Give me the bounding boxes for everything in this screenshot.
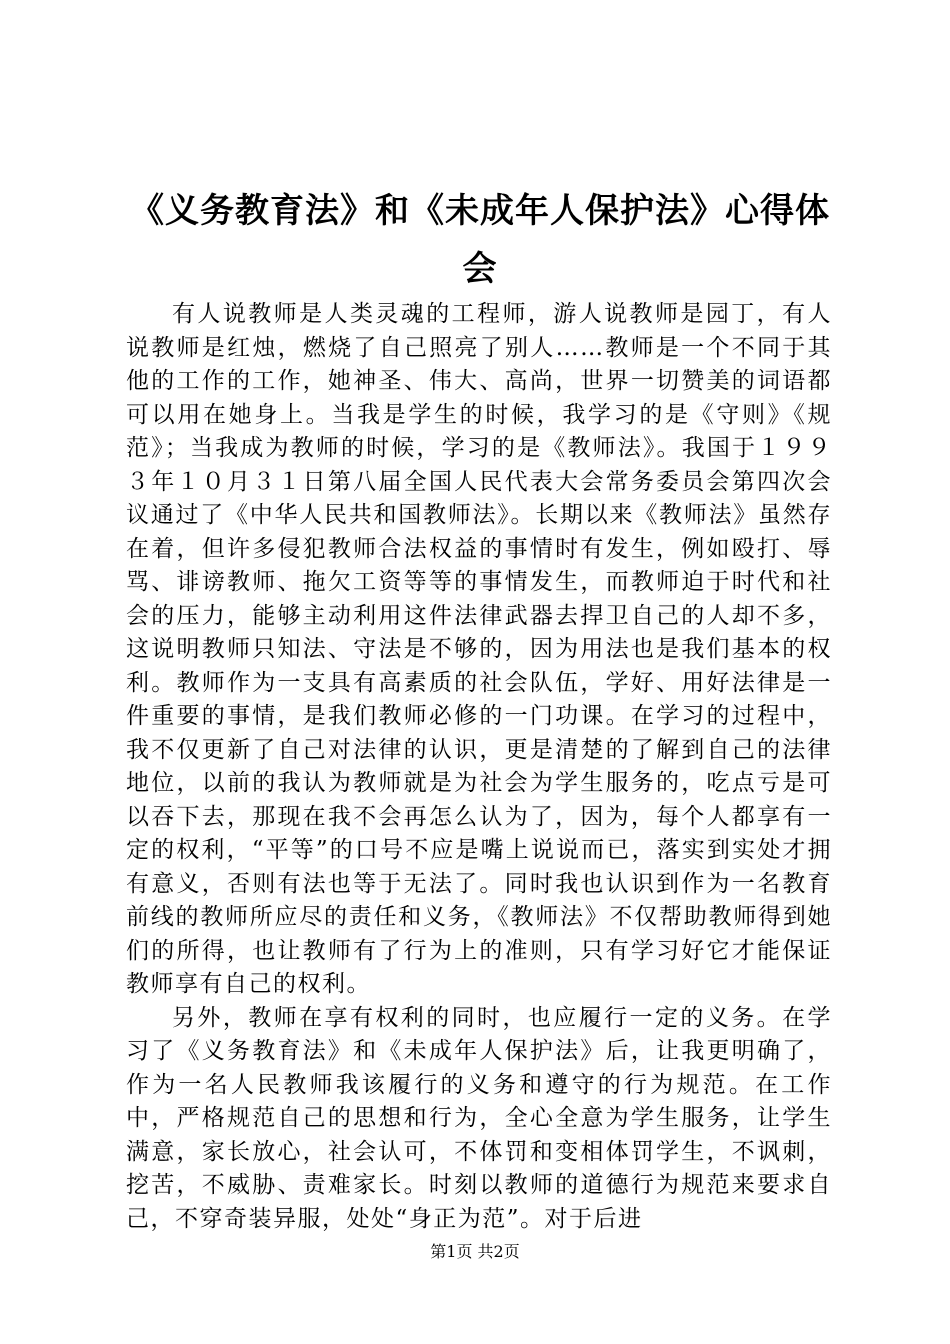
page-title: 《义务教育法》和《未成年人保护法》心得体会 bbox=[130, 191, 830, 289]
document-body bbox=[126, 298, 832, 1236]
paragraph-1: 有人说教师是人类灵魂的工程师，游人说教师是园丁，有人说教师是红烛，燃烧了自己照亮了别人……教师是一个不同于其他的工作的工作，她神圣、伟大、高尚，世界一切赞美的词语都可以用在她身上。当我是学生的时候，我学习的是《守则》《规范》；当我成为教师的时候，学习的是《教师法》。我国于１９９３年１０月３１日第八届全国人民代表大会常务委员会第四次会议通过了《中华人民共和国教师法》。长期以来《教师法》虽然存在着，但许多侵犯教师合法权益的事情时有发生，例如殴打、辱骂、诽谤教师、拖欠工资等等的事情发生，而教师迫于时代和社会的压力，能够主动利用这件法律武器去捍卫自己的人却不多，这说明教师只知法、守法是不够的，因为用法也是我们基本的权利。教师作为一支具有高素质的社会队伍，学好、用好法律是一件重要的事情，是我们教师必修的一门功课。在学习的过程中，我不仅更新了自己对法律的认识，更是清楚的了解到自己的法律地位，以前的我认为教师就是为社会为学生服务的，吃点亏是可以吞下去，那现在我不会再怎么认为了，因为，每个人都享有一定的权利，“平等”的口号不应是嘴上说说而已，落实到实处才拥有意义，否则有法也等于无法了。同时我也认识到作为一名教育前线的教师所应尽的责任和义务，《教师法》不仅帮助教师得到她们的所得，也让教师有了行为上的准则，只有学习好它才能保证教师享有自己的权利。 bbox=[126, 301, 832, 997]
page-footer: 第1页 共2页 bbox=[430, 1242, 520, 1261]
paragraph-2: 另外，教师在享有权利的同时，也应履行一定的义务。在学习了《义务教育法》和《未成年人保护法》后，让我更明确了，作为一名人民教师我该履行的义务和遵守的行为规范。在工作中，严格规范自己的思想和行为，全心全意为学生服务，让学生满意，家长放心，社会认可，不体罚和变相体罚学生，不讽刺，挖苦，不威胁、责难家长。时刻以教师的道德行为规范来要求自己，不穿奇装异服，处处“身正为范”。对于后进 bbox=[126, 1004, 832, 1232]
